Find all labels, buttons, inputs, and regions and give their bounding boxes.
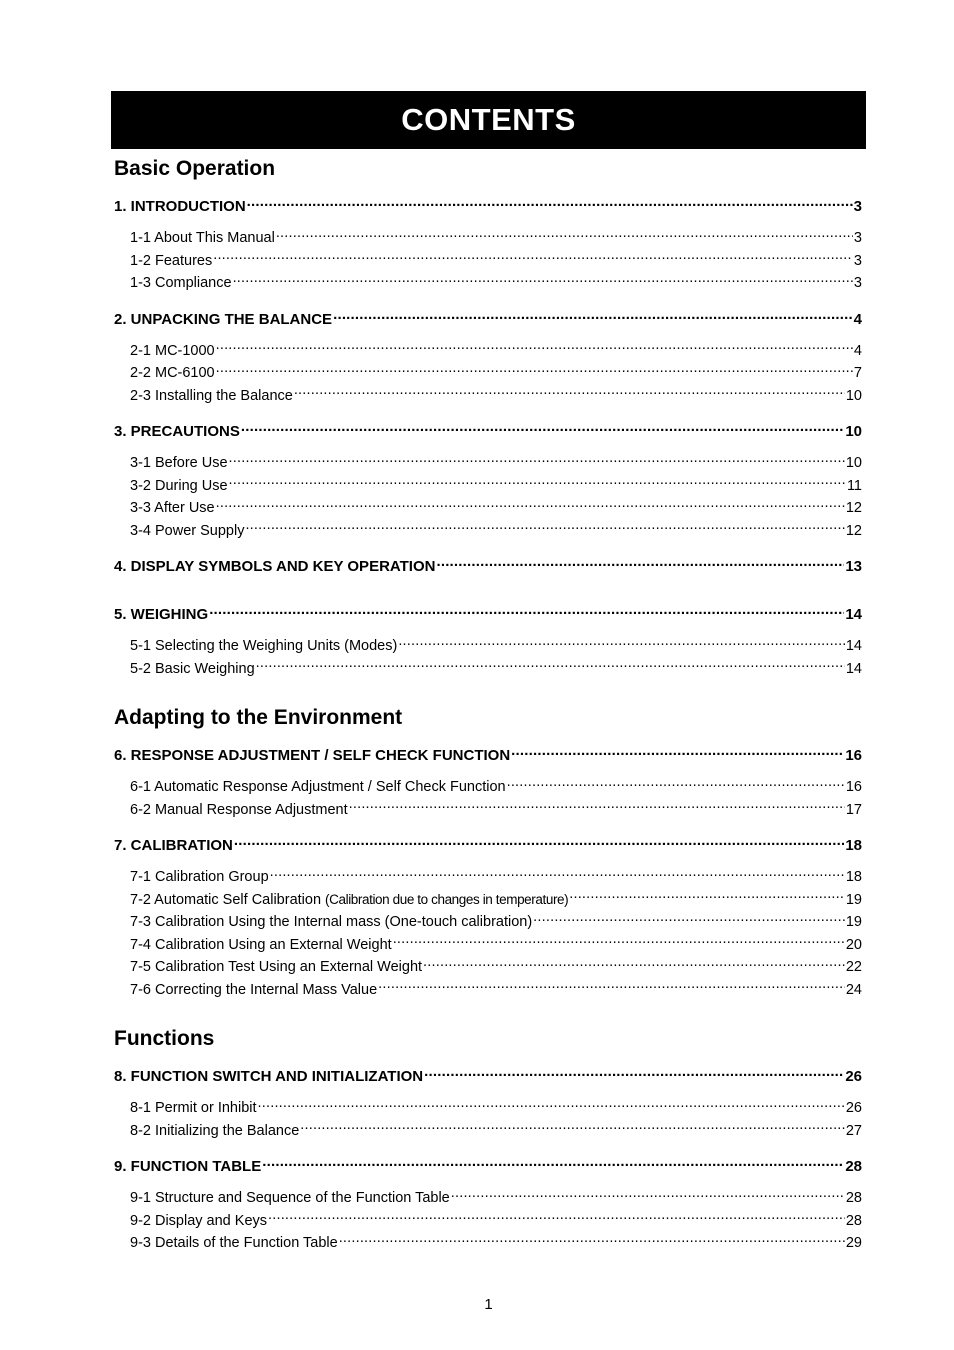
toc-chapter-entry[interactable] [114,835,862,857]
toc-entry-title [130,475,228,498]
toc-chapter-entry[interactable] [114,1156,862,1178]
toc-entry-title-text: 7-1 Calibration Group [130,869,269,885]
toc-entry-title-text: 7-6 Correcting the Internal Mass Value [130,981,378,998]
toc-entry[interactable] [114,799,862,822]
toc-entry-title-text: 8-2 Initializing the Balance [130,1122,300,1139]
contents-banner [111,91,866,149]
toc-page-number: 7 [853,365,862,381]
toc-entry[interactable] [114,1187,862,1210]
toc-entry[interactable] [114,497,862,520]
dot-leader [228,475,846,490]
dot-leader [397,636,845,651]
toc-page-number: 26 [845,1100,862,1116]
toc-entry-title-text: 9. FUNCTION TABLE [114,1158,262,1175]
dot-leader [257,1098,845,1113]
toc-entry[interactable] [114,340,862,363]
toc-page-number: 19 [845,914,862,930]
toc-entry-title-text: 3-3 After Use [130,500,215,516]
toc-entry-title-text: 7-5 Calibration Test Using an External Weight [130,959,423,975]
toc-entry-title [130,250,212,273]
toc-entry-title [130,497,215,520]
dot-leader [435,556,844,571]
page-title: CONTENTS [401,102,576,137]
toc-entry-title-text: 2-3 Installing the Balance [130,387,293,404]
toc-entry-title [130,452,228,475]
section-title: Basic Operation [114,157,276,180]
toc-chapter-entry[interactable] [114,604,862,626]
toc-entry-title-text: 1-3 Compliance [130,275,232,291]
toc-page-number: 11 [846,477,862,494]
toc-page-number: 28 [845,1158,862,1175]
toc-entry-title [130,799,348,822]
dot-leader [338,1233,845,1248]
toc-chapter-entry[interactable] [114,421,862,443]
toc-entry-title-text: 6-2 Manual Response Adjustment [130,801,348,818]
toc-entry-title-text: 1-1 About This Manual [130,230,275,246]
dot-leader [506,777,845,792]
dot-leader [240,421,844,436]
toc-chapter [114,556,862,578]
toc-page-number: 10 [845,387,862,404]
toc-entry-title [130,1120,299,1143]
toc-entry-title [130,385,293,408]
toc-entry-title [130,227,275,250]
toc-entry-title-text: 1-2 Features [130,252,213,269]
toc-entry-title-text: 1. INTRODUCTION [114,198,246,215]
dot-leader [275,228,853,243]
toc-page-number: 24 [845,981,862,998]
toc-entry-title [130,866,269,889]
toc-chapter [114,421,862,542]
toc-entry-title [130,635,397,658]
toc-entry-title [114,604,208,626]
toc-page-number: 14 [845,606,862,623]
toc-entry-title [130,362,215,385]
toc-entry-title-text: 3-4 Power Supply [130,522,245,539]
dot-leader [422,957,845,972]
toc-page-number: 18 [845,869,862,885]
toc-entry-title [130,520,244,543]
dot-leader [299,1120,845,1135]
toc-entry-title [130,1232,338,1255]
toc-page-number: 3 [853,230,862,246]
dot-leader [255,658,845,673]
toc-entry[interactable] [114,776,862,799]
toc-page-number: 27 [845,1122,862,1139]
dot-leader [377,979,845,994]
toc-entry[interactable] [114,956,862,979]
toc-entry-title [114,745,510,767]
toc-entry-title [130,1187,450,1210]
toc-entry-title-text: 5-1 Selecting the Weighing Units (Modes) [130,638,398,654]
section-title: Functions [114,1027,215,1050]
toc-page-number: 22 [845,959,862,975]
toc-entry-title-text: 7-2 Automatic Self Calibration [130,891,322,908]
toc-entry[interactable] [114,635,862,658]
dot-leader [267,1210,845,1225]
toc-entry[interactable] [114,475,862,498]
dot-leader [261,1156,844,1171]
toc-chapter [114,1066,862,1142]
toc-entry-title [130,658,255,681]
toc-entry-title-text: 3-2 During Use [130,477,228,494]
toc-page-number: 3 [853,275,862,291]
dot-leader [228,453,845,468]
dot-leader [215,363,853,378]
toc-entry-title [130,1210,267,1233]
dot-leader [510,745,844,760]
dot-leader [244,520,844,535]
toc-entry-title-text: 9-1 Structure and Sequence of the Function Table [130,1190,450,1206]
toc-chapter-entry[interactable] [114,309,862,331]
toc-entry[interactable] [114,1120,862,1143]
toc-page-number: 28 [845,1212,862,1229]
toc-chapter [114,604,862,680]
toc-entry[interactable] [114,911,862,934]
toc-page-number: 28 [845,1190,862,1206]
toc-entry[interactable] [114,227,862,250]
toc-page-number: 29 [845,1235,862,1251]
dot-leader [215,340,853,355]
toc-entry-title [114,309,332,331]
toc-entry-title-text: 4. DISPLAY SYMBOLS AND KEY OPERATION [114,558,436,575]
section-title: Adapting to the Environment [114,706,403,729]
toc-entry-title [114,835,233,857]
toc-chapter [114,745,862,821]
toc-page-number: 14 [845,638,862,654]
toc-entry-subtitle: (Calibration due to changes in temperature) [325,891,569,907]
toc-chapter [114,1156,862,1255]
toc-page-number: 12 [845,500,862,516]
toc-page-number: 20 [845,936,862,953]
toc-entry-title [130,776,506,799]
toc-entry-title-text: 6-1 Automatic Response Adjustment / Self Check Function [130,779,506,795]
toc-entry-title-text: 8. FUNCTION SWITCH AND INITIALIZATION [114,1068,424,1085]
toc-chapter [114,196,862,295]
dot-leader [423,1066,844,1081]
toc-entry-title-text: 7-4 Calibration Using an External Weight [130,936,392,953]
toc-entry-title-text: 9-3 Details of the Function Table [130,1235,338,1251]
toc-entry-title [130,979,377,1002]
dot-leader [212,250,853,265]
toc-chapter-entry[interactable] [114,556,862,578]
toc-entry-title-text: 2-1 MC-1000 [130,342,215,359]
toc-page-number: 10 [845,455,862,471]
toc-entry[interactable] [114,520,862,543]
toc-entry-title-text: 3. PRECAUTIONS [114,423,240,440]
dot-leader [232,273,853,288]
toc-page-number: 3 [853,198,862,215]
toc-entry-title-text: 2. UNPACKING THE BALANCE [114,310,333,328]
toc-chapter-entry[interactable] [114,745,862,767]
toc-entry-title [130,956,422,979]
toc-entry[interactable] [114,866,862,889]
toc-entry-title-text: 5. WEIGHING [114,606,209,623]
toc-entry-title-text: 7. CALIBRATION [114,837,233,854]
toc-entry[interactable] [114,250,862,273]
toc-entry[interactable] [114,1232,862,1255]
toc-entry-title [130,934,392,957]
toc-entry-title [114,556,435,578]
toc-entry[interactable] [114,1210,862,1233]
toc-entry-title [130,911,532,934]
toc-entry[interactable] [114,889,862,912]
toc-page-number: 10 [845,423,862,440]
dot-leader [332,309,853,324]
dot-leader [450,1188,845,1203]
toc-page-number: 26 [845,1068,862,1085]
toc-chapter-entry[interactable] [114,1066,862,1088]
dot-leader [208,604,844,619]
page-number: 1 [484,1296,493,1313]
toc-entry-title-text: 7-3 Calibration Using the Internal mass (One-touch calibration) [130,914,533,930]
toc-entry[interactable] [114,979,862,1002]
toc-entry-title-text: 2-2 MC-6100 [130,365,215,381]
toc-entry[interactable] [114,1097,862,1120]
dot-leader [568,889,845,904]
toc-entry-title [130,1097,257,1120]
toc-entry-title-text: 9-2 Display and Keys [130,1212,268,1229]
toc-entry-title-text: 5-2 Basic Weighing [130,660,255,677]
dot-leader [532,912,845,927]
dot-leader [348,799,845,814]
dot-leader [392,934,845,949]
toc-chapter [114,309,862,408]
dot-leader [246,196,853,211]
toc-page-number: 18 [845,837,862,854]
toc-entry-title [114,196,246,218]
toc-page-number: 16 [845,779,862,795]
toc-entry[interactable] [114,452,862,475]
toc-entry-title-text: 3-1 Before Use [130,455,228,471]
toc-page-number: 4 [853,342,862,359]
toc-chapter-entry[interactable] [114,196,862,218]
toc-entry[interactable] [114,362,862,385]
dot-leader [215,498,845,513]
toc-entry-title [114,421,240,443]
toc-page-number: 16 [845,747,862,764]
toc-page-number: 19 [845,891,862,908]
toc-page-number: 13 [845,558,862,575]
toc-entry-title [130,272,232,295]
table-of-contents [114,150,862,1269]
dot-leader [293,385,845,400]
dot-leader [269,867,845,882]
toc-entry-title-text: 6. RESPONSE ADJUSTMENT / SELF CHECK FUNCTION [114,747,511,764]
toc-entry[interactable] [114,934,862,957]
toc-entry[interactable] [114,272,862,295]
toc-page-number: 14 [845,660,862,677]
toc-entry[interactable] [114,385,862,408]
toc-chapter [114,835,862,1001]
dot-leader [233,835,844,850]
toc-entry[interactable] [114,658,862,681]
toc-page-number: 3 [853,252,862,269]
toc-entry-title [130,889,568,912]
toc-entry-title [114,1156,261,1178]
toc-entry-title [114,1066,423,1088]
toc-page-number: 17 [845,801,862,818]
toc-entry-title-text: 8-1 Permit or Inhibit [130,1100,257,1116]
toc-entry-title [130,340,215,363]
toc-page-number: 12 [845,522,862,539]
toc-page-number: 4 [853,310,862,328]
